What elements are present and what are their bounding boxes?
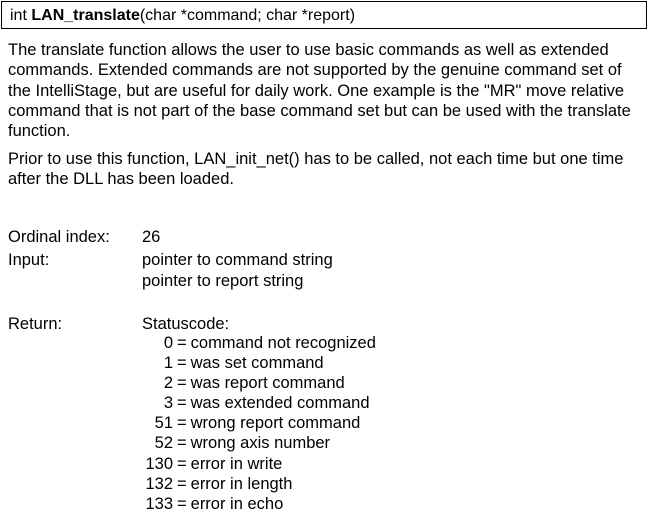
status-code-row: 3 = was extended command [142,393,376,413]
ordinal-value: 26 [142,228,161,246]
description-paragraph-1: The translate function allows the user to use basic commands as well as extended commands. Extended commands are not supported by the genuine command set of the IntelliStage, but are useful for daily work. One example is the "MR" move relative command that is not part of the base command set but can be used with the translate function. [8,41,631,141]
status-code: 1 [163,354,173,373]
status-code-row: 132 = error in length [142,474,376,494]
input-label: Input: [8,251,50,269]
status-code-row: 2 = was report command [142,373,376,393]
status-code: 133 [145,494,173,513]
input-value-1: pointer to command string [142,251,333,269]
status-code-row: 0 = command not recognized [142,333,376,353]
status-code-row: 133 = error in echo [142,494,376,514]
status-meaning: error in write [190,454,283,473]
status-meaning: wrong report command [190,414,361,433]
status-code-row: 130 = error in write [142,454,376,474]
status-code: 132 [145,474,173,493]
status-code-list [142,333,376,514]
status-meaning: was report command [190,374,345,393]
input-value-2: pointer to report string [142,272,304,290]
status-code: 130 [145,454,173,473]
status-code: 3 [163,394,173,413]
ordinal-label: Ordinal index: [8,228,110,246]
status-meaning: command not recognized [190,334,376,352]
return-label: Return: [8,315,63,333]
function-signature-box [1,1,647,29]
status-code-row: 52 = wrong axis number [142,433,376,453]
description-paragraph-2: Prior to use this function, LAN_init_net() has to be called, not each time but one time after the DLL has been loaded. [8,150,624,189]
status-code: 52 [154,434,173,453]
status-meaning: wrong axis number [190,434,331,453]
status-meaning: was extended command [190,394,370,413]
status-code-row: 1 = was set command [142,353,376,373]
status-meaning: error in length [190,474,293,493]
status-meaning: error in echo [190,494,284,513]
function-params: (char *command; char *report) [139,7,356,24]
status-code: 51 [154,414,173,433]
return-heading: Statuscode: [142,315,230,333]
function-name: LAN_translate [31,7,140,24]
status-meaning: was set command [190,354,324,373]
status-code: 0 [163,334,173,352]
status-code: 2 [163,374,173,393]
function-signature [10,7,355,25]
status-code-row: 51 = wrong report command [142,413,376,433]
return-type: int [10,7,27,24]
